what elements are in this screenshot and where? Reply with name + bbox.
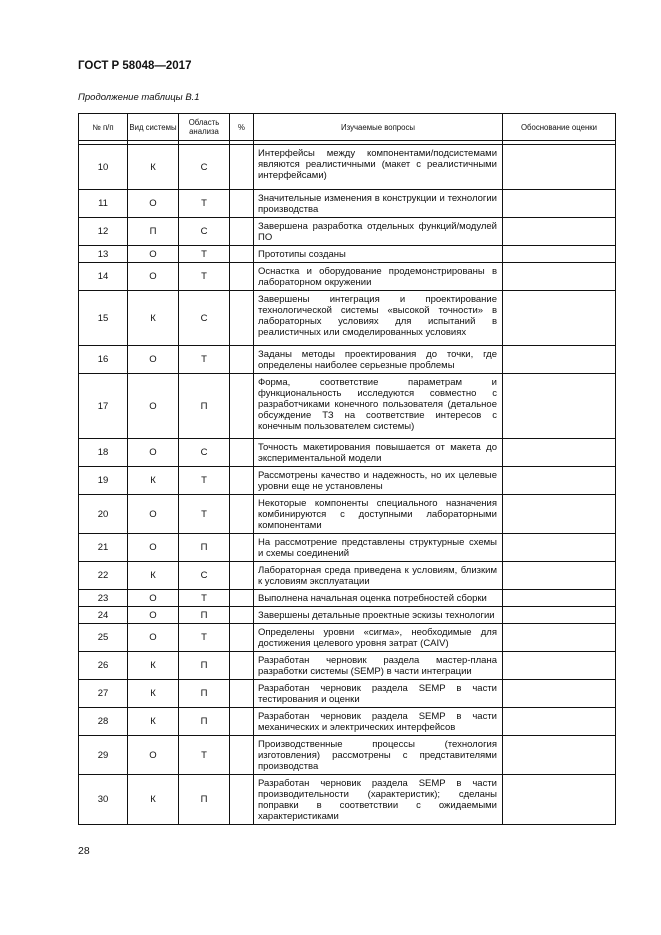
row-area: Т [179, 495, 230, 534]
row-question: Некоторые компоненты специального назначения комбинируются с доступными лабораторными компонентами [254, 495, 503, 534]
row-area: С [179, 291, 230, 346]
table-row [79, 495, 616, 534]
table-row [79, 291, 616, 346]
row-question: Оснастка и оборудование продемонстрированы в лабораторном окружении [254, 263, 503, 291]
row-num: 17 [79, 374, 128, 439]
table-row [79, 680, 616, 708]
row-justification [503, 680, 616, 708]
row-kind: О [128, 624, 179, 652]
row-justification [503, 652, 616, 680]
row-area: П [179, 708, 230, 736]
row-kind: О [128, 590, 179, 607]
table-row [79, 708, 616, 736]
row-area: П [179, 652, 230, 680]
row-area: П [179, 534, 230, 562]
row-num: 22 [79, 562, 128, 590]
table-caption: Продолжение таблицы В.1 [78, 92, 200, 103]
row-area: С [179, 145, 230, 190]
row-kind: П [128, 218, 179, 246]
row-area: Т [179, 246, 230, 263]
assessment-table [78, 113, 616, 825]
row-pct [230, 680, 254, 708]
row-justification [503, 562, 616, 590]
row-pct [230, 374, 254, 439]
header-pct: % [230, 114, 254, 141]
row-justification [503, 607, 616, 624]
row-num: 10 [79, 145, 128, 190]
header-area: Область анализа [179, 114, 230, 141]
table-row [79, 652, 616, 680]
table-row [79, 590, 616, 607]
row-area: С [179, 218, 230, 246]
row-pct [230, 495, 254, 534]
row-kind: О [128, 607, 179, 624]
row-justification [503, 190, 616, 218]
row-justification [503, 218, 616, 246]
row-question: Точность макетирования повышается от макета до экспериментальной модели [254, 439, 503, 467]
row-question: Завершена разработка отдельных функций/модулей ПО [254, 218, 503, 246]
table-row [79, 145, 616, 190]
row-kind: К [128, 708, 179, 736]
row-question: Форма, соответствие параметрам и функциональность исследуются совместно с разработчиками конечного пользователя (детальное обсуждение ТЗ на соответствие интересов с конечным пользователем системы) [254, 374, 503, 439]
row-kind: О [128, 246, 179, 263]
row-kind: К [128, 145, 179, 190]
row-pct [230, 291, 254, 346]
row-question: Завершены интеграция и проектирование технологической системы «высокой точности» в лабораторных условиях для испытаний в реалистичных или смоделированных условиях [254, 291, 503, 346]
row-pct [230, 624, 254, 652]
row-justification [503, 590, 616, 607]
table-row [79, 263, 616, 291]
table-row [79, 467, 616, 495]
table-row [79, 374, 616, 439]
row-area: П [179, 680, 230, 708]
row-num: 29 [79, 736, 128, 775]
row-area: Т [179, 263, 230, 291]
row-pct [230, 346, 254, 374]
row-question: Рассмотрены качество и надежность, но их целевые уровни еще не установлены [254, 467, 503, 495]
row-area: Т [179, 346, 230, 374]
row-num: 24 [79, 607, 128, 624]
row-area: Т [179, 736, 230, 775]
document-code: ГОСТ Р 58048—2017 [78, 60, 192, 72]
row-num: 16 [79, 346, 128, 374]
row-num: 23 [79, 590, 128, 607]
row-pct [230, 775, 254, 825]
row-area: П [179, 607, 230, 624]
row-num: 21 [79, 534, 128, 562]
header-questions: Изучаемые вопросы [254, 114, 503, 141]
row-pct [230, 534, 254, 562]
row-num: 14 [79, 263, 128, 291]
row-kind: О [128, 346, 179, 374]
row-pct [230, 607, 254, 624]
row-kind: К [128, 775, 179, 825]
row-justification [503, 736, 616, 775]
row-kind: О [128, 374, 179, 439]
row-num: 20 [79, 495, 128, 534]
row-question: Разработан черновик раздела SEMP в части механических и электрических интерфейсов [254, 708, 503, 736]
row-justification [503, 346, 616, 374]
row-justification [503, 145, 616, 190]
row-pct [230, 736, 254, 775]
row-question: Значительные изменения в конструкции и технологии производства [254, 190, 503, 218]
row-pct [230, 562, 254, 590]
row-area: С [179, 562, 230, 590]
row-kind: К [128, 562, 179, 590]
row-question: На рассмотрение представлены структурные схемы и схемы соединений [254, 534, 503, 562]
table-row [79, 562, 616, 590]
row-question: Завершены детальные проектные эскизы технологии [254, 607, 503, 624]
row-question: Интерфейсы между компонентами/подсистемами являются реалистичными (макет с реалистичными интерфейсами) [254, 145, 503, 190]
row-justification [503, 624, 616, 652]
row-num: 28 [79, 708, 128, 736]
table-row [79, 736, 616, 775]
row-question: Заданы методы проектирования до точки, где определены наиболее серьезные проблемы [254, 346, 503, 374]
table-body [79, 141, 616, 825]
row-pct [230, 439, 254, 467]
row-kind: О [128, 439, 179, 467]
row-justification [503, 291, 616, 346]
row-num: 26 [79, 652, 128, 680]
row-question: Разработан черновик раздела SEMP в части производительности (характеристик); сделаны поправки в соответствии с ожидаемыми характеристиками [254, 775, 503, 825]
table-row [79, 218, 616, 246]
row-justification [503, 775, 616, 825]
row-justification [503, 495, 616, 534]
table-row [79, 346, 616, 374]
table-row [79, 246, 616, 263]
row-num: 13 [79, 246, 128, 263]
row-kind: К [128, 467, 179, 495]
row-question: Разработан черновик раздела SEMP в части тестирования и оценки [254, 680, 503, 708]
row-question: Определены уровни «сигма», необходимые для достижения целевого уровня затрат (CAIV) [254, 624, 503, 652]
row-num: 15 [79, 291, 128, 346]
header-kind: Вид системы [128, 114, 179, 141]
row-pct [230, 190, 254, 218]
row-justification [503, 374, 616, 439]
row-area: С [179, 439, 230, 467]
row-area: П [179, 374, 230, 439]
table-header-row [79, 114, 616, 141]
row-kind: К [128, 680, 179, 708]
row-kind: К [128, 652, 179, 680]
header-justification: Обоснование оценки [503, 114, 616, 141]
row-justification [503, 534, 616, 562]
row-pct [230, 708, 254, 736]
table-row [79, 624, 616, 652]
row-question: Прототипы созданы [254, 246, 503, 263]
row-area: Т [179, 467, 230, 495]
row-area: Т [179, 590, 230, 607]
row-num: 11 [79, 190, 128, 218]
row-area: П [179, 775, 230, 825]
row-justification [503, 263, 616, 291]
table-row [79, 534, 616, 562]
row-pct [230, 218, 254, 246]
row-pct [230, 246, 254, 263]
header-num: № п/п [79, 114, 128, 141]
row-justification [503, 708, 616, 736]
row-question: Разработан черновик раздела мастер-плана разработки системы (SEMP) в части интеграции [254, 652, 503, 680]
row-num: 12 [79, 218, 128, 246]
table-container [78, 113, 615, 825]
page-number: 28 [78, 845, 90, 857]
row-question: Производственные процессы (технология изготовления) рассмотрены с представителями производства [254, 736, 503, 775]
row-num: 27 [79, 680, 128, 708]
row-kind: О [128, 263, 179, 291]
table-row [79, 190, 616, 218]
row-kind: О [128, 736, 179, 775]
table-row [79, 607, 616, 624]
row-num: 30 [79, 775, 128, 825]
row-question: Выполнена начальная оценка потребностей сборки [254, 590, 503, 607]
table-row [79, 439, 616, 467]
table-row [79, 775, 616, 825]
row-num: 18 [79, 439, 128, 467]
row-justification [503, 439, 616, 467]
row-pct [230, 467, 254, 495]
row-kind: К [128, 291, 179, 346]
row-justification [503, 246, 616, 263]
row-question: Лабораторная среда приведена к условиям, близким к условиям эксплуатации [254, 562, 503, 590]
row-pct [230, 652, 254, 680]
row-pct [230, 590, 254, 607]
row-area: Т [179, 190, 230, 218]
row-num: 25 [79, 624, 128, 652]
row-kind: О [128, 534, 179, 562]
row-num: 19 [79, 467, 128, 495]
row-kind: О [128, 190, 179, 218]
row-kind: О [128, 495, 179, 534]
row-pct [230, 145, 254, 190]
row-pct [230, 263, 254, 291]
row-justification [503, 467, 616, 495]
row-area: Т [179, 624, 230, 652]
